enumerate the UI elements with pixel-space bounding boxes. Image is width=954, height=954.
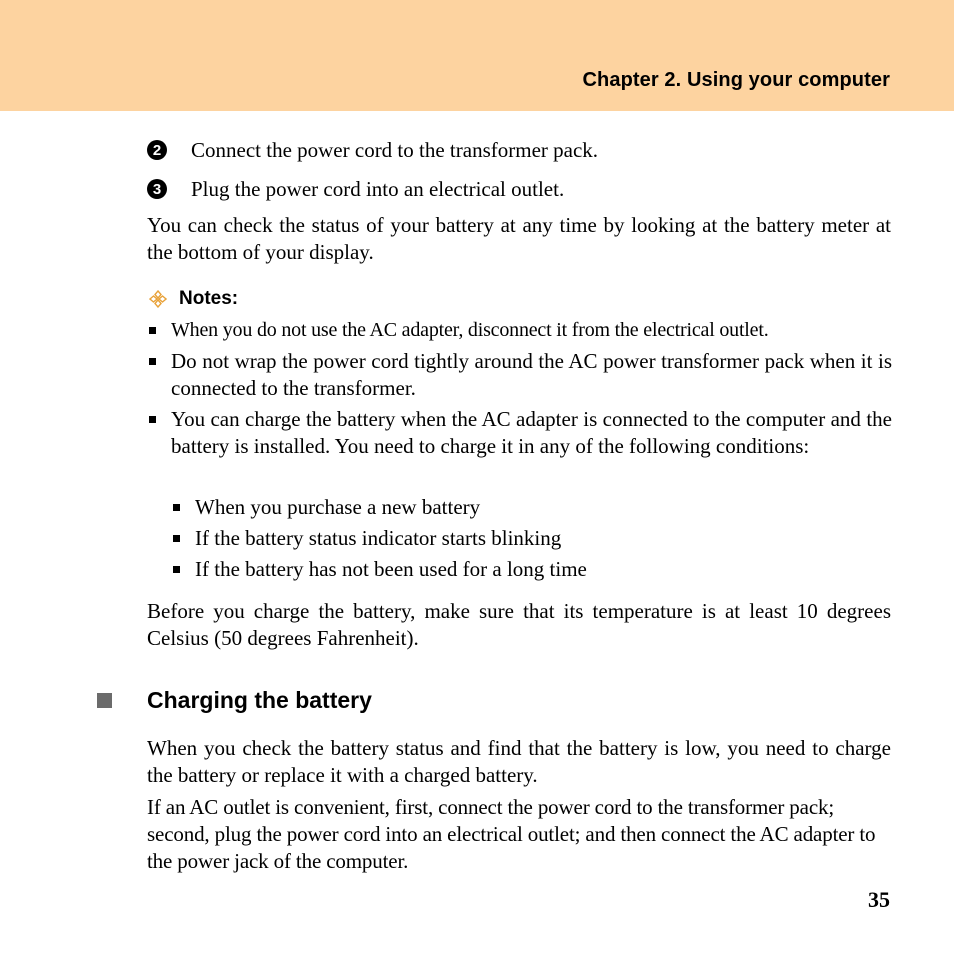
step-text: Connect the power cord to the transformer pack.: [191, 138, 599, 162]
charging-paragraph-1: When you check the battery status and find that the battery is low, you need to charge the battery or replace it with a charged battery.: [147, 736, 891, 787]
square-bullet-icon: [97, 693, 112, 708]
list-item: Do not wrap the power cord tightly around the AC power transformer pack when it is connected to the transformer.: [147, 348, 892, 402]
chapter-header-band: [0, 0, 954, 111]
page-number: 35: [868, 887, 890, 912]
list-item: If the battery status indicator starts blinking: [171, 525, 891, 552]
conditions-list: [171, 494, 891, 587]
list-item: If the battery has not been used for a long time: [171, 556, 891, 583]
temperature-paragraph: Before you charge the battery, make sure that its temperature is at least 10 degrees Celsius (50 degrees Fahrenheit).: [147, 599, 891, 650]
step-number-badge: 3: [147, 179, 167, 199]
section-title: Charging the battery: [147, 687, 372, 713]
notes-label: Notes:: [179, 288, 239, 309]
chapter-title: Chapter 2. Using your computer: [582, 69, 890, 91]
step-2: [147, 137, 892, 164]
step-3: [147, 176, 892, 203]
notes-heading: [149, 288, 238, 310]
step-text: Plug the power cord into an electrical outlet.: [191, 177, 565, 201]
step-number-badge: 2: [147, 140, 167, 160]
battery-status-paragraph: You can check the status of your battery at any time by looking at the battery meter at the bottom of your display.: [147, 213, 891, 264]
section-heading: [97, 687, 372, 714]
notes-list: [147, 317, 892, 464]
charging-paragraph-2: If an AC outlet is convenient, first, connect the power cord to the transformer pack; second, plug the power cord into an electrical outlet; and then connect the AC adapter to the power jack of the computer.: [147, 795, 876, 873]
list-item: You can charge the battery when the AC adapter is connected to the computer and the battery is installed. You need to charge it in any of the following conditions:: [147, 406, 892, 460]
four-diamond-icon: [149, 290, 167, 308]
list-item: When you do not use the AC adapter, disconnect it from the electrical outlet.: [147, 317, 892, 344]
list-item: When you purchase a new battery: [171, 494, 891, 521]
